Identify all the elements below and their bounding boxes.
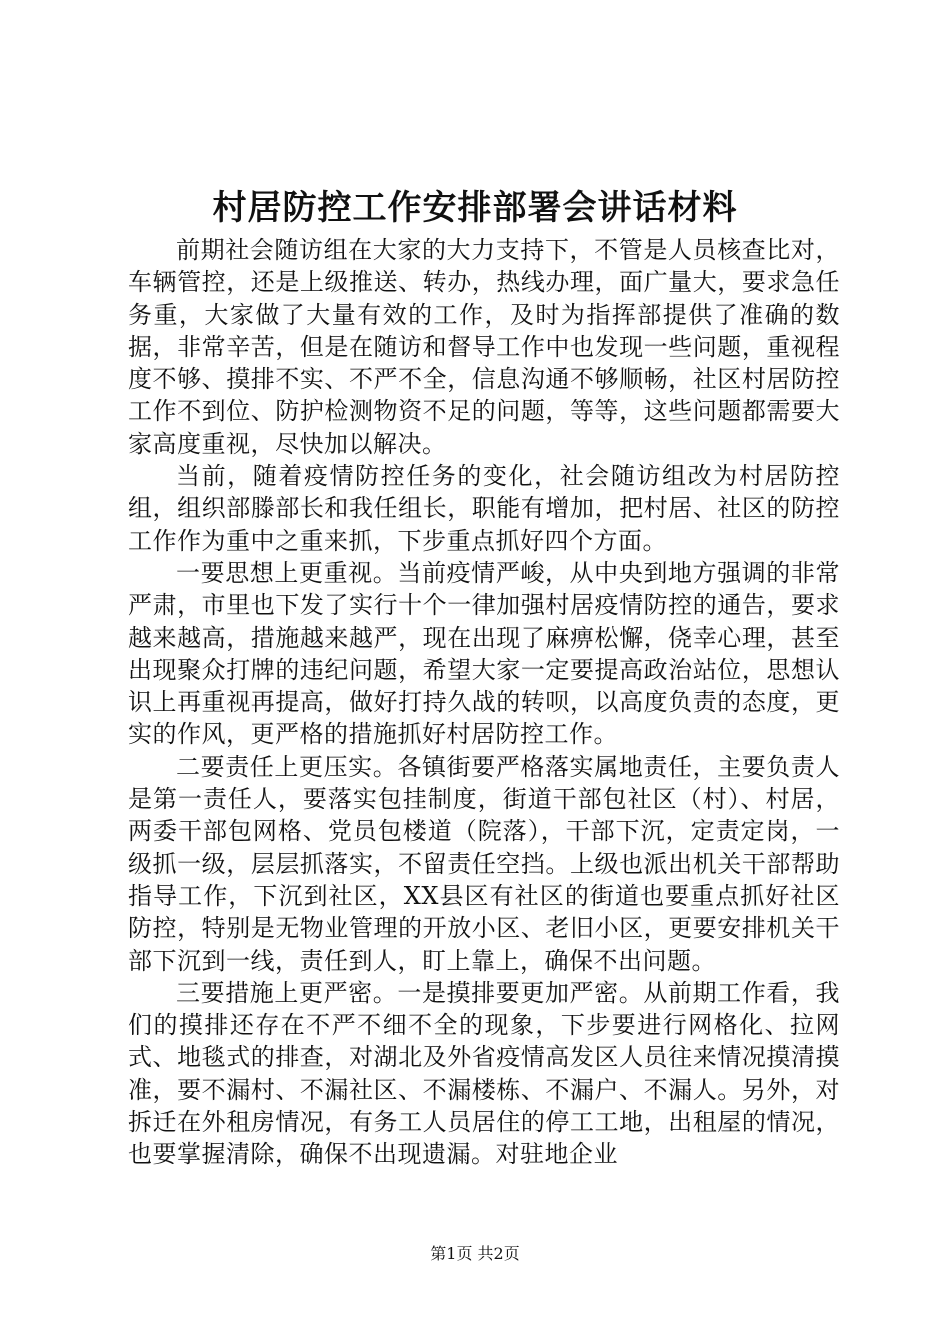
page-number-footer: 第1页 共2页 bbox=[430, 1244, 520, 1263]
paragraph-current-task: 当前，随着疫情防控任务的变化，社会随访组改为村居防控组，组织部滕部长和我任组长，职能有增加，把村居、社区的防控工作作为重中之重来抓，下步重点抓好四个方面。 bbox=[128, 462, 840, 555]
paragraph-point-two: 二要责任上更压实。各镇街要严格落实属地责任，主要负责人是第一责任人，要落实包挂制度，街道干部包社区（村）、村居，两委干部包网格、党员包楼道（院落），干部下沉，定责定岗，一级抓一级，层层抓落实，不留责任空挡。上级也派出机关干部帮助指导工作，下沉到社区，XX县区有社区的街道也要重点抓好社区防控，特别是无物业管理的开放小区、老旧小区，更要安排机关干部下沉到一线，责任到人，盯上靠上，确保不出问题。 bbox=[128, 752, 840, 975]
document-body bbox=[128, 234, 840, 1171]
document-title: 村居防控工作安排部署会讲话材料 bbox=[212, 188, 738, 228]
paragraph-point-one: 一要思想上更重视。当前疫情严峻，从中央到地方强调的非常严肃，市里也下发了实行十个一律加强村居疫情防控的通告，要求越来越高，措施越来越严，现在出现了麻痹松懈，侥幸心理，甚至出现聚众打牌的违纪问题，希望大家一定要提高政治站位，思想认识上再重视再提高，做好打持久战的转呗，以高度负责的态度，更实的作风，更严格的措施抓好村居防控工作。 bbox=[128, 558, 840, 749]
paragraph-point-three: 三要措施上更严密。一是摸排要更加严密。从前期工作看，我们的摸排还存在不严不细不全的现象，下步要进行网格化、拉网式、地毯式的排查，对湖北及外省疫情高发区人员往来情况摸清摸准，要不漏村、不漏社区、不漏楼栋、不漏户、不漏人。另外，对拆迁在外租房情况，有务工人员居住的停工工地，出租屋的情况，也要掌握清除，确保不出现遗漏。对驻地企业 bbox=[128, 978, 840, 1169]
paragraph-intro: 前期社会随访组在大家的大力支持下，不管是人员核查比对，车辆管控，还是上级推送、转办，热线办理，面广量大，要求急任务重，大家做了大量有效的工作，及时为指挥部提供了准确的数据，非常辛苦，但是在随访和督导工作中也发现一些问题，重视程度不够、摸排不实、不严不全，信息沟通不够顺畅，社区村居防控工作不到位、防护检测物资不足的问题，等等，这些问题都需要大家高度重视，尽快加以解决。 bbox=[128, 236, 840, 458]
